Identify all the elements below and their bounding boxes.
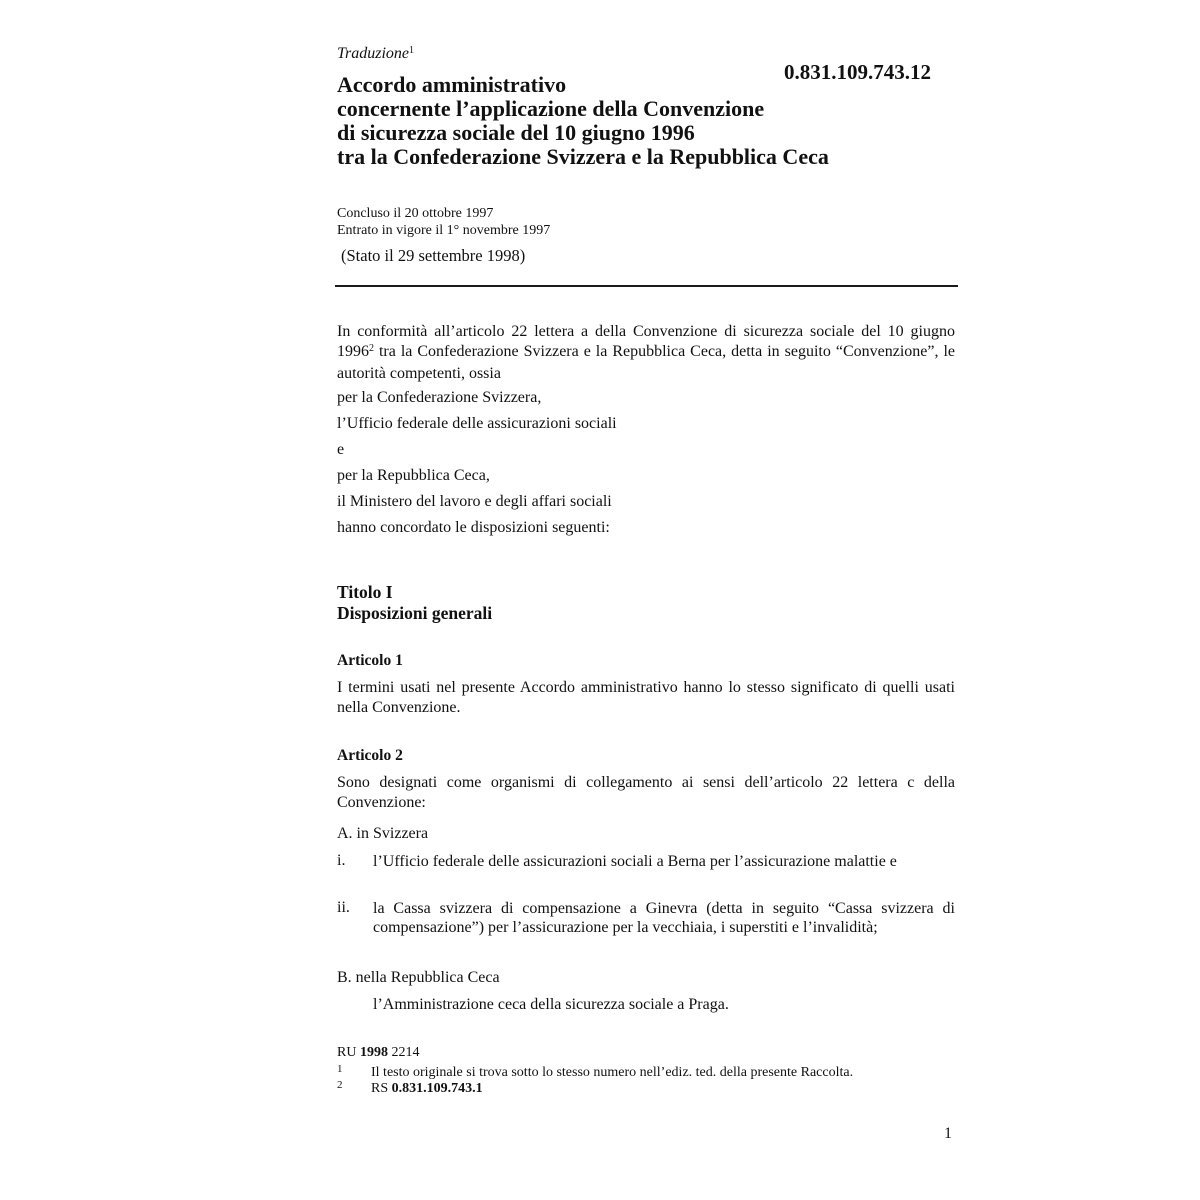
- list-item-marker: i.: [337, 852, 346, 869]
- status-date: (Stato il 29 settembre 1998): [341, 246, 526, 265]
- list-item-marker: ii.: [337, 899, 350, 916]
- document-title-line-3: di sicurezza sociale del 10 giugno 1996: [337, 120, 695, 145]
- article-2-heading: Articolo 2: [337, 747, 403, 764]
- document-title-line-4: tra la Confederazione Svizzera e la Repubblica Ceca: [337, 144, 829, 169]
- footnote-ref-1: 1: [409, 45, 415, 56]
- article-2-part-a: A. in Svizzera: [337, 825, 429, 842]
- page-number: 1: [944, 1125, 952, 1142]
- header-divider: [335, 285, 958, 287]
- preamble-intro: In conformità all’articolo 22 lettera a della Convenzione di sicurezza sociale del 10 giugno 1996$^2$ tra la Confederazione Svizzera e la Repubblica Ceca, detta in seguito “Convenzione”, le autorità competenti, ossia: [337, 323, 955, 382]
- preamble-line: per la Confederazione Svizzera,: [337, 389, 542, 406]
- article-1-text: I termini usati nel presente Accordo amministrativo hanno lo stesso significato di quelli usati nella Convenzione.: [337, 679, 955, 716]
- list-item-text: l’Ufficio federale delle assicurazioni sociali a Berna per l’assicurazione malattie e: [373, 853, 897, 870]
- document-title-line-1: Accordo amministrativo: [337, 72, 567, 97]
- section-subtitle: Disposizioni generali: [337, 603, 493, 623]
- article-1-heading: Articolo 1: [337, 652, 403, 669]
- footnote-number: 2: [337, 1079, 343, 1091]
- preamble-line: il Ministero del lavoro e degli affari sociali: [337, 493, 612, 510]
- sr-number: 0.831.109.743.12: [784, 60, 931, 84]
- concluded-date: Concluso il 20 ottobre 1997: [337, 206, 494, 221]
- footnote-text: Il testo originale si trova sotto lo stesso numero nell’ediz. ted. della presente Raccolta.: [371, 1065, 854, 1080]
- document-title-line-2: concernente l’applicazione della Convenzione: [337, 96, 765, 121]
- section-title: Titolo I: [337, 582, 393, 602]
- list-item-text: la Cassa svizzera di compensazione a Ginevra (detta in seguito “Cassa svizzera di compensazione”) per l’assicurazione per la vecchiaia, i superstiti e l’invalidità;: [373, 900, 955, 936]
- preamble-line: e: [337, 441, 345, 458]
- preamble-line: l’Ufficio federale delle assicurazioni sociali: [337, 415, 617, 432]
- footnote-ref-2: 2: [369, 343, 374, 354]
- in-force-date: Entrato in vigore il 1° novembre 1997: [337, 223, 551, 238]
- footnote-number: 1: [337, 1063, 343, 1075]
- footnote-text: RS 0.831.109.743.1: [371, 1081, 483, 1096]
- preamble-line: hanno concordato le disposizioni seguenti:: [337, 519, 610, 536]
- article-2-part-b-text: l’Amministrazione ceca della sicurezza sociale a Praga.: [373, 996, 729, 1013]
- article-2-part-b: B. nella Repubblica Ceca: [337, 969, 500, 986]
- article-2-text: Sono designati come organismi di collegamento ai sensi dell’articolo 22 lettera c della Convenzione:: [337, 774, 955, 811]
- ru-reference: RU 1998 2214: [337, 1045, 420, 1060]
- translation-label: Traduzione$^1$: [337, 45, 415, 62]
- preamble-line: per la Repubblica Ceca,: [337, 467, 490, 484]
